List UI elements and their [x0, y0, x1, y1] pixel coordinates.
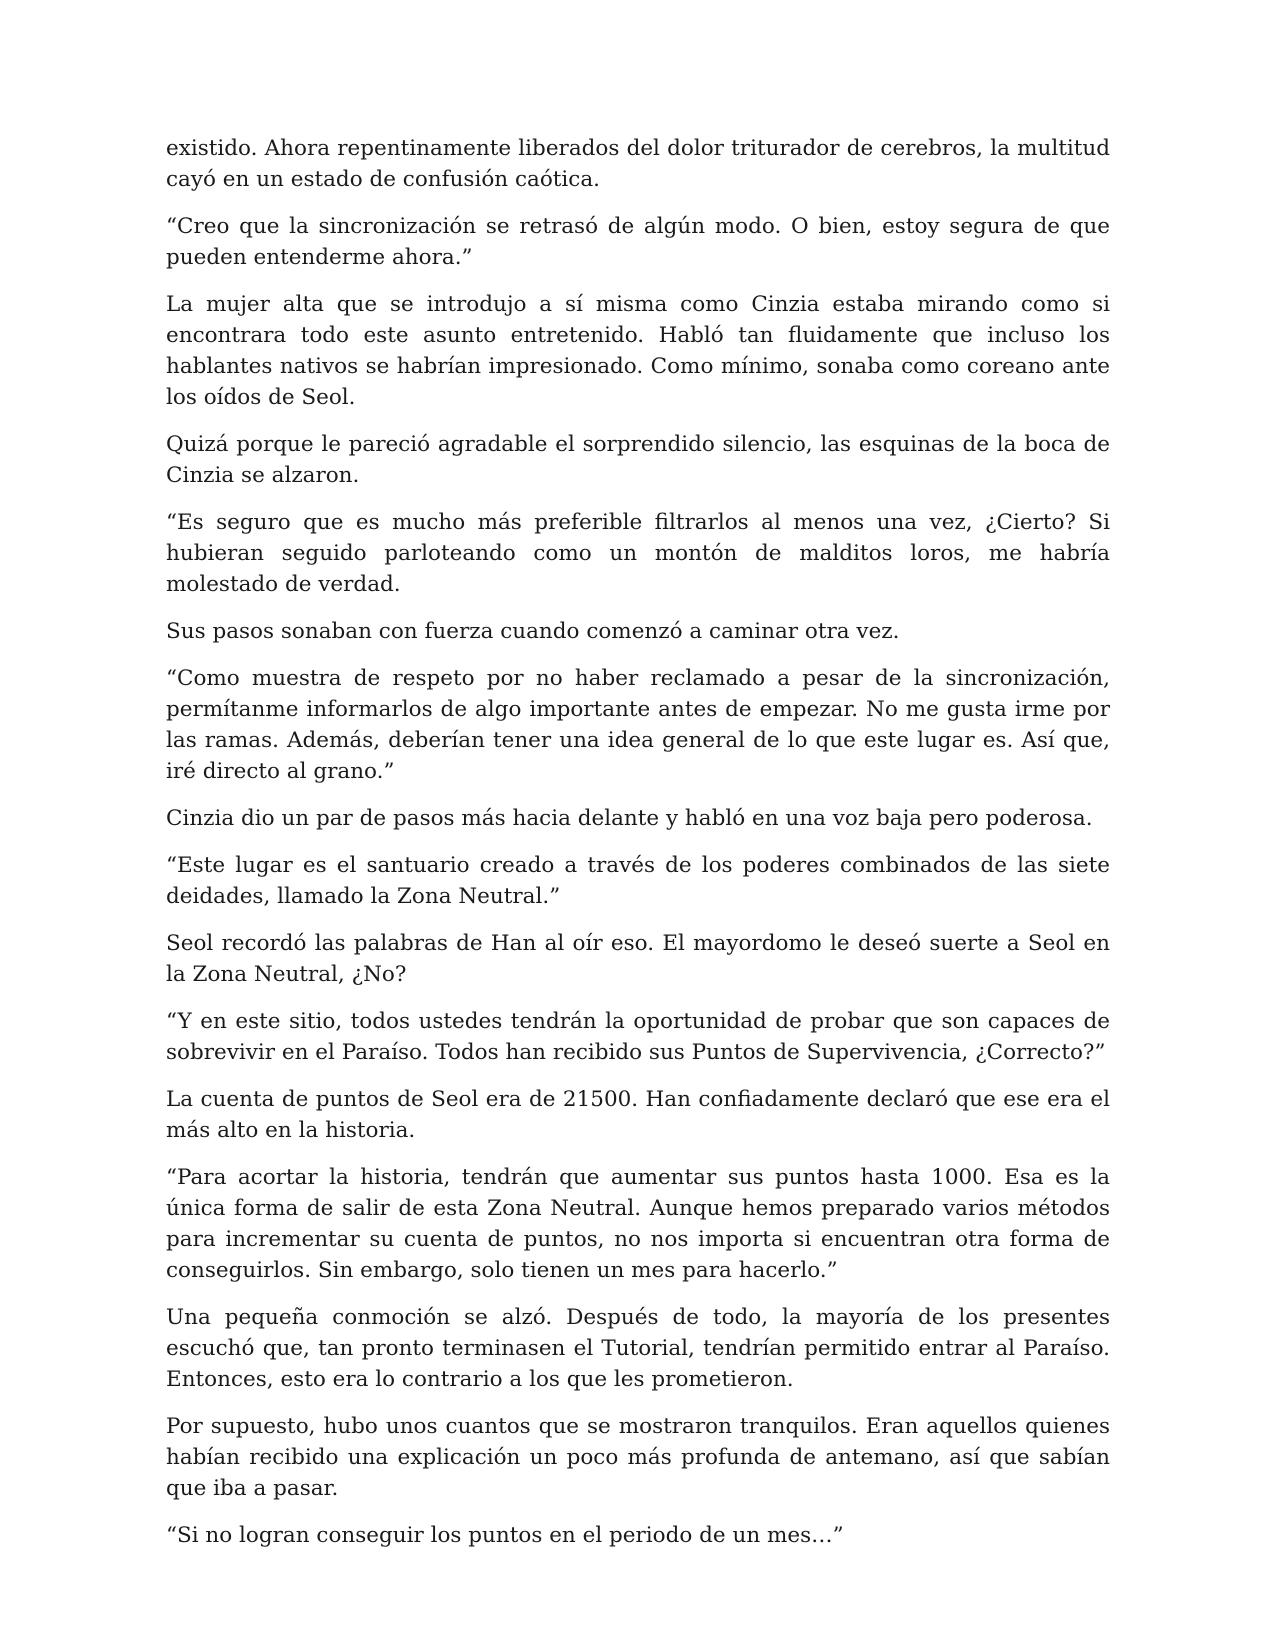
paragraph: “Y en este sitio, todos ustedes tendrán la oportunidad de probar que son capaces de sobrevivir en el Paraíso. Todos han recibido sus Puntos de Supervivencia, ¿Correcto?” [166, 1009, 1110, 1065]
document-page [166, 133, 1110, 1551]
paragraph: La mujer alta que se introdujo a sí misma como Cinzia estaba mirando como si encontrara todo este asunto entretenido. Habló tan fluidamente que incluso los hablantes nativos se habrían impresionado. Como mínimo, sonaba como coreano ante los oídos de Seol. [166, 292, 1110, 410]
paragraph: Cinzia dio un par de pasos más hacia delante y habló en una voz baja pero poderosa. [166, 806, 1093, 831]
paragraph: “Es seguro que es mucho más preferible filtrarlos al menos una vez, ¿Cierto? Si hubieran seguido parloteando como un montón de malditos loros, me habría molestado de verdad. [166, 510, 1110, 597]
paragraph: Seol recordó las palabras de Han al oír eso. El mayordomo le deseó suerte a Seol en la Zona Neutral, ¿No? [166, 931, 1110, 987]
paragraph: existido. Ahora repentinamente liberados del dolor triturador de cerebros, la multitud cayó en un estado de confusión caótica. [166, 136, 1110, 192]
paragraph: “Este lugar es el santuario creado a través de los poderes combinados de las siete deidades, llamado la Zona Neutral.” [166, 853, 1110, 909]
paragraph: “Creo que la sincronización se retrasó de algún modo. O bien, estoy segura de que pueden entenderme ahora.” [166, 214, 1110, 270]
paragraph: Sus pasos sonaban con fuerza cuando comenzó a caminar otra vez. [166, 619, 900, 644]
paragraph: “Como muestra de respeto por no haber reclamado a pesar de la sincronización, permítanme informarlos de algo importante antes de empezar. No me gusta irme por las ramas. Además, deberían tener una idea general de lo que este lugar es. Así que, iré directo al grano.” [166, 666, 1110, 784]
paragraph: “Si no logran conseguir los puntos en el periodo de un mes…” [166, 1523, 844, 1548]
paragraph: “Para acortar la historia, tendrán que aumentar sus puntos hasta 1000. Esa es la única forma de salir de esta Zona Neutral. Aunque hemos preparado varios métodos para incrementar su cuenta de puntos, no nos importa si encuentran otra forma de conseguirlos. Sin embargo, solo tienen un mes para hacerlo.” [166, 1165, 1110, 1283]
paragraph: Por supuesto, hubo unos cuantos que se mostraron tranquilos. Eran aquellos quienes habían recibido una explicación un poco más profunda de antemano, así que sabían que iba a pasar. [166, 1414, 1110, 1501]
paragraph: La cuenta de puntos de Seol era de 21500. Han confiadamente declaró que ese era el más alto en la historia. [166, 1087, 1110, 1143]
paragraph: Una pequeña conmoción se alzó. Después de todo, la mayoría de los presentes escuchó que, tan pronto terminasen el Tutorial, tendrían permitido entrar al Paraíso. Entonces, esto era lo contrario a los que les prometieron. [166, 1305, 1110, 1392]
paragraph: Quizá porque le pareció agradable el sorprendido silencio, las esquinas de la boca de Cinzia se alzaron. [166, 432, 1110, 488]
